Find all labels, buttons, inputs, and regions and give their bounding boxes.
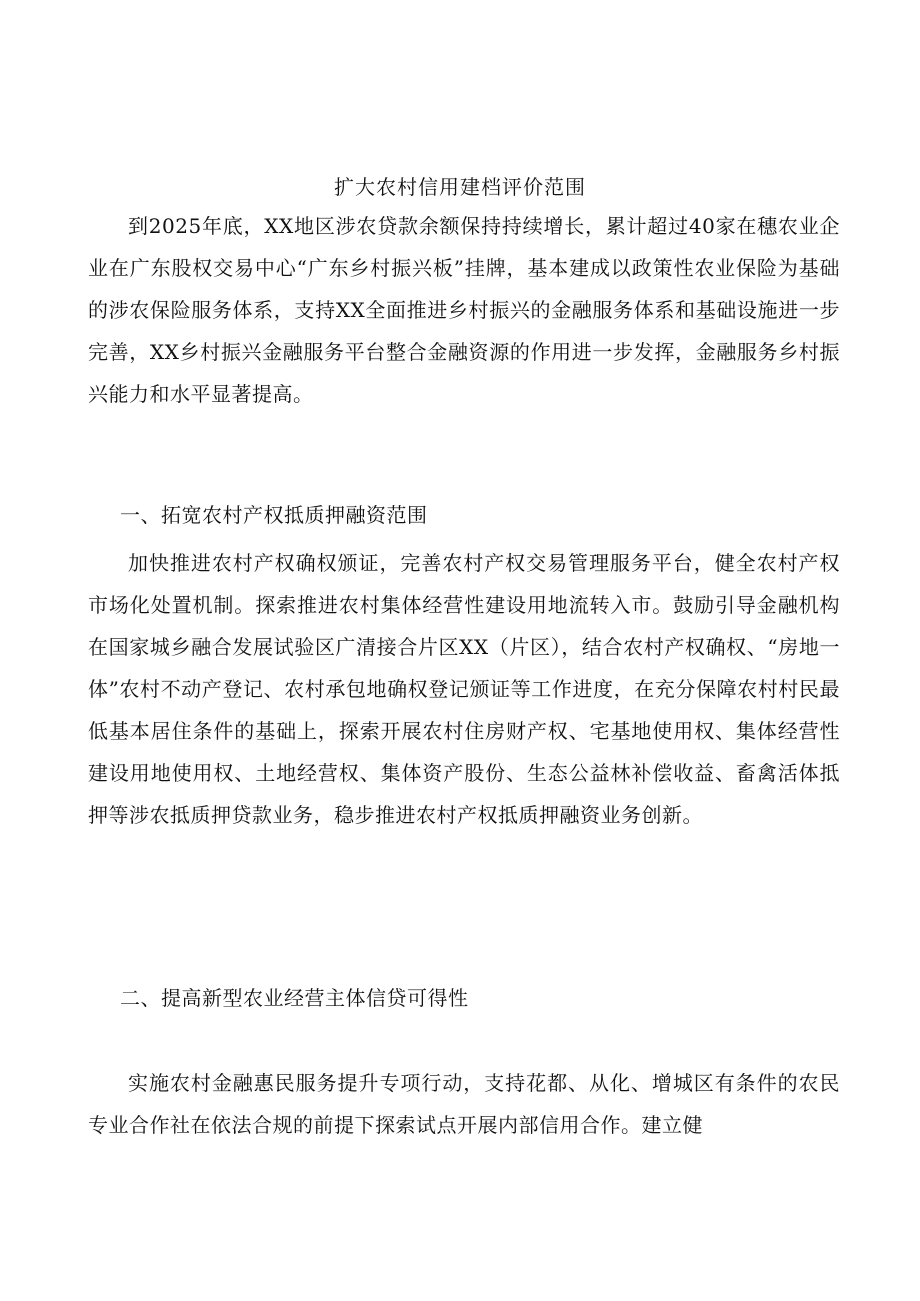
section-body-2: 实施农村金融惠民服务提升专项行动，支持花都、从化、增城区有条件的农民专业合作社在依法合规的前提下探索试点开展内部信用合作。建立健 xyxy=(88,1071,840,1137)
section-heading-2: 二、提高新型农业经营主体信贷可得性 xyxy=(120,986,469,1010)
intro-paragraph: 到2025年底，XX地区涉农贷款余额保持持续增长，累计超过40家在穗农业企业在广东股权交易中心“广东乡村振兴板”挂牌，基本建成以政策性农业保险为基础的涉农保险服务体系，支持XX全面推进乡村振兴的金融服务体系和基础设施进一步完善，XX乡村振兴金融服务平台整合金融资源的作用进一步发挥，金融服务乡村振兴能力和水平显著提高。 xyxy=(88,214,840,406)
section-body-1: 加快推进农村产权确权颁证，完善农村产权交易管理服务平台，健全农村产权市场化处置机制。探索推进农村集体经营性建设用地流转入市。鼓励引导金融机构在国家城乡融合发展试验区广清接合片区XX（片区），结合农村产权确权、“房地一体”农村不动产登记、农村承包地确权登记颁证等工作进度，在充分保障农村村民最低基本居住条件的基础上，探索开展农村住房财产权、宅基地使用权、集体经营性建设用地使用权、土地经营权、集体资产股份、生态公益林补偿收益、畜禽活体抵押等涉农抵质押贷款业务，稳步推进农村产权抵质押融资业务创新。 xyxy=(88,551,840,827)
section-heading-1: 一、拓宽农村产权抵质押融资范围 xyxy=(120,503,428,527)
document-title: 扩大农村信用建档评价范围 xyxy=(334,175,586,199)
